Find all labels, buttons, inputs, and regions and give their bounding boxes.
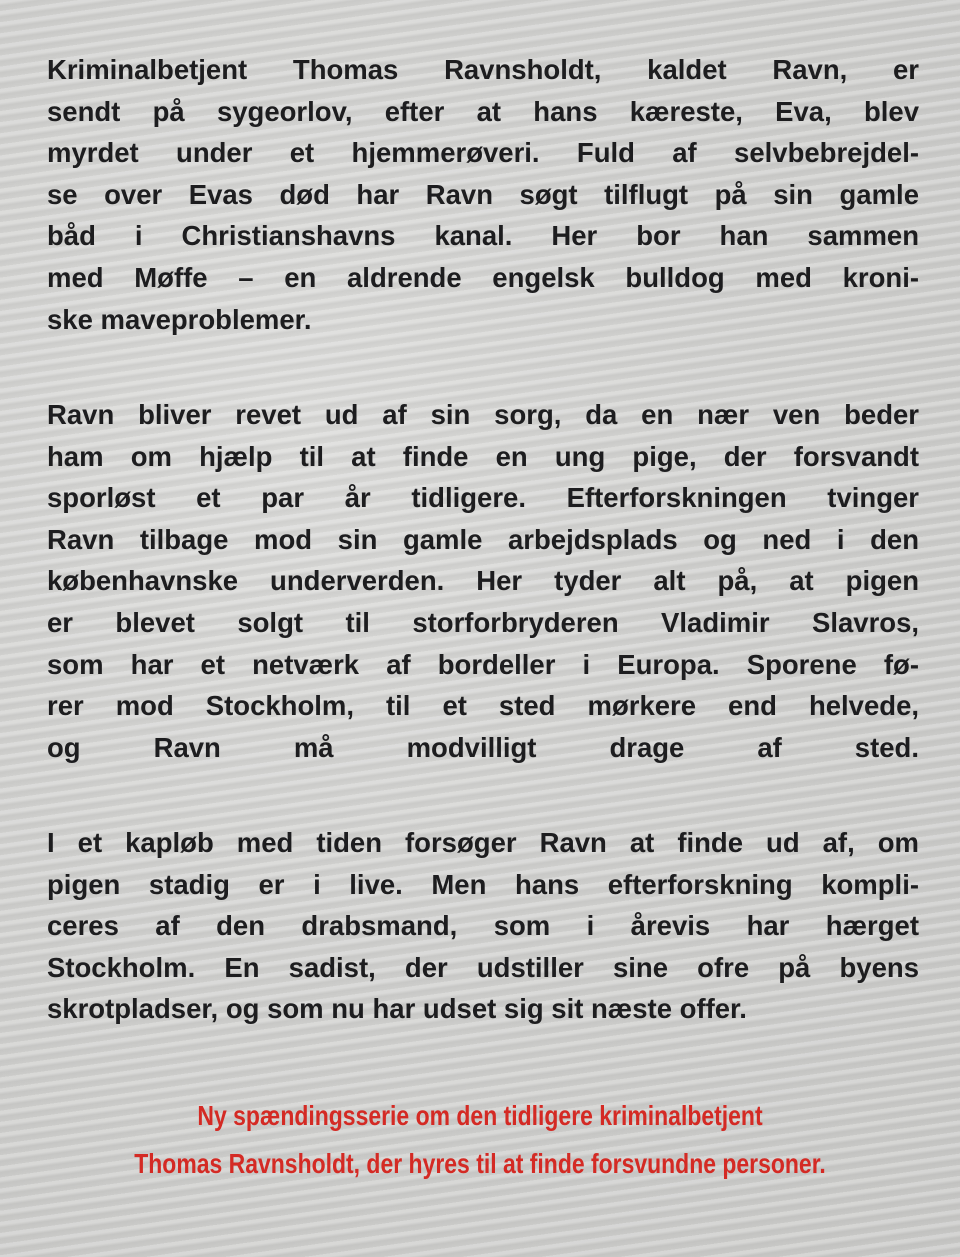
text-line: se over Evas død har Ravn søgt tilflugt på sin gamle xyxy=(47,178,919,210)
text-line: er blevet solgt til storforbryderen Vladimir Slavros, xyxy=(47,606,919,638)
text-line: som har et netværk af bordeller i Europa. Sporene fø- xyxy=(47,648,919,680)
blurb-line: Thomas Ravnsholdt, der hyres til at finde forsvundne personer. xyxy=(134,1148,826,1179)
blurb-line: Ny spændingsserie om den tidligere kriminalbetjent xyxy=(197,1100,763,1131)
text-line: rer mod Stockholm, til et sted mørkere end helvede, xyxy=(47,690,919,722)
text-line: skrotpladser, og som nu har udset sig sit næste offer. xyxy=(47,993,747,1025)
text-line: københavnske underverden. Her tyder alt på, at pigen xyxy=(47,565,919,597)
text-line: ham om hjælp til at finde en ung pige, der forsvandt xyxy=(47,440,919,472)
series-blurb xyxy=(40,1092,920,1188)
text-line: Stockholm. En sadist, der udstiller sine ofre på byens xyxy=(47,951,919,983)
text-line: Ravn bliver revet ud af sin sorg, da en nær ven beder xyxy=(47,399,919,430)
text-line: myrdet under et hjemmerøveri. Fuld af selvbebrejdel- xyxy=(47,137,919,169)
paragraph-3 xyxy=(47,822,919,1030)
text-line: Ravn tilbage mod sin gamle arbejdsplads og ned i den xyxy=(47,523,919,555)
text-line: I et kapløb med tiden forsøger Ravn at finde ud af, om xyxy=(47,827,919,858)
text-line: og Ravn må modvilligt drage af sted. xyxy=(47,731,919,763)
text-line: ceres af den drabsmand, som i årevis har hærget xyxy=(47,910,919,942)
text-line: sendt på sygeorlov, efter at hans kæreste, Eva, blev xyxy=(47,95,919,127)
paragraph-1 xyxy=(47,49,919,340)
text-line: båd i Christianshavns kanal. Her bor han sammen xyxy=(47,220,919,252)
text-line: pigen stadig er i live. Men hans efterforskning kompli- xyxy=(47,868,919,900)
text-line: Kriminalbetjent Thomas Ravnsholdt, kaldet Ravn, er xyxy=(47,54,919,85)
text-line: sporløst et par år tidligere. Efterforskningen tvinger xyxy=(47,482,919,514)
text-line: ske maveproblemer. xyxy=(47,303,312,335)
text-line: med Møffe – en aldrende engelsk bulldog med kroni- xyxy=(47,261,919,293)
paragraph-2 xyxy=(47,394,919,768)
